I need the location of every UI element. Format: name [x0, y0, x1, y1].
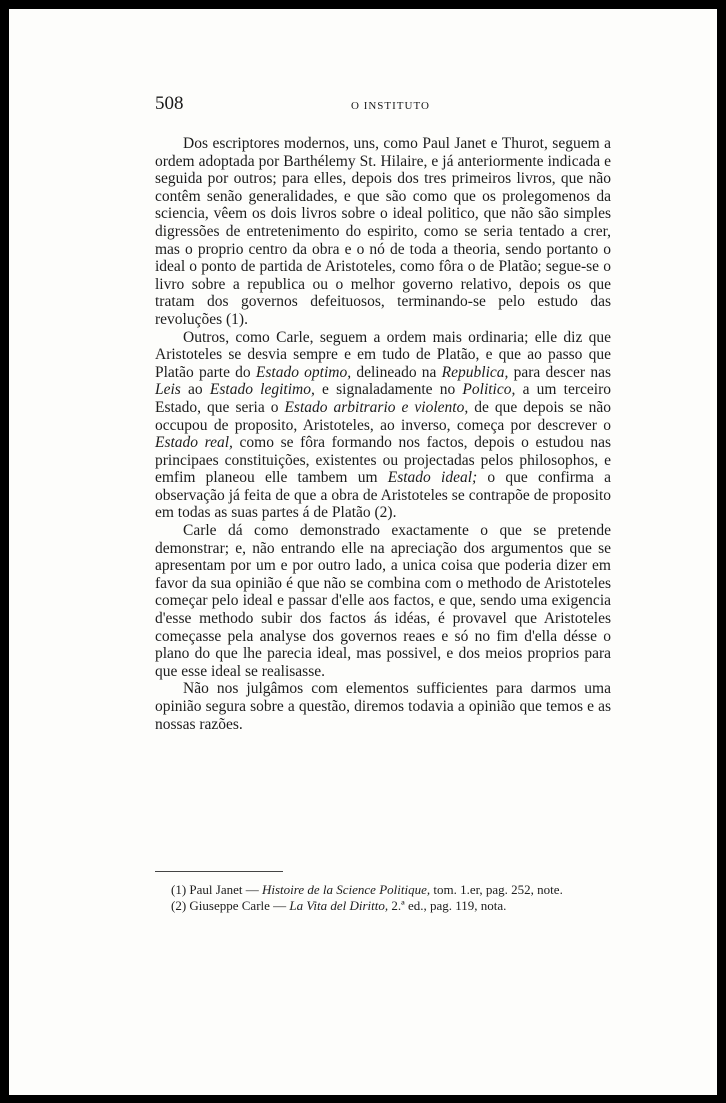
text-run: 2.ª ed., pag. 119, nota.	[388, 898, 507, 913]
italic-text: Leis	[155, 381, 181, 399]
book-page	[9, 9, 717, 1095]
text-run: a um terceiro Estado, que seria o	[155, 381, 611, 416]
paragraph	[155, 522, 611, 680]
text-run: de que depois se não occupou de proposito, Aristoteles, ao inverso, começa por descrever o	[155, 398, 611, 434]
page-header	[155, 93, 615, 121]
italic-text: Estado real,	[155, 434, 233, 452]
page-number: 508	[155, 93, 184, 114]
italic-text: La Vita del Diritto,	[289, 898, 389, 913]
italic-text: Estado arbitrario e violento,	[284, 398, 469, 416]
paragraph	[155, 135, 611, 329]
text-run: tom. 1.er, pag. 252, note.	[430, 882, 563, 897]
footnote-divider	[155, 871, 283, 872]
text-run: (1) Paul Janet —	[171, 882, 262, 897]
text-run: Dos escriptores modernos, uns, como Paul Janet e Thurot, seguem a ordem adoptada por Barthélemy St. Hilaire, e já anteriormente indicada e seguida por outros; para elles, depois dos tres primeiros livros, que não contêm senão generalidades, e que são como que os prolegomenos da sciencia, vêem os dois livros sobre o ideal politico, que não são simples digressões de entretenimento do espirito, como se seria tentado a crer, mas o proprio centro da obra e o nó de toda a theoria, sendo portanto o ideal o ponto de partida de Aristoteles, como fôra o de Platão; segue-se o livro sobre a republica ou o melhor governo relativo, depois os que tratam dos governos defeituosos, terminando-se pelo estudo das revoluções (1).	[155, 135, 611, 328]
italic-text: Estado legitimo,	[209, 381, 315, 399]
text-run: para descer nas	[508, 363, 611, 381]
italic-text: Histoire de la Science Politique,	[261, 882, 431, 897]
footnote	[155, 898, 611, 914]
text-run: como se fôra formando nos factos, depois o estudou nas principaes constituições, existentes ou projectadas pelos philosophos, e emfim planeou elle tambem um	[155, 434, 612, 487]
text-run: Outros, como Carle, seguem a ordem mais ordinaria; elle diz que Aristoteles se desvia sempre e em tudo de Platão, e que ao passo que Platão parte do	[155, 328, 611, 381]
text-run: Carle dá como demonstrado exactamente o que se pretende demonstrar; e, não entrando elle na apreciação dos argumentos que se apresentam por um e por outro lado, a unica coisa que poderia dizer em favor da sua opinião é que não se combina com o methodo de Aristoteles começar pelo ideal e passar d'elle aos factos, e que, sendo uma exigencia d'esse methodo subir dos factos ás idéas, é provavel que Aristoteles começasse pela analyse dos governos reaes e só no fim d'ella désse o plano do que lhe parecia ideal, mas possivel, e dos meios proprios para que esse ideal se realisasse.	[155, 522, 611, 680]
text-run: e signaladamente no	[314, 381, 463, 399]
footnote	[155, 882, 611, 898]
paragraph	[155, 680, 611, 733]
running-title: O INSTITUTO	[351, 100, 430, 112]
footnotes	[155, 871, 611, 914]
text-run: delineado na	[351, 363, 442, 381]
text-run: o que confirma a observação já feita de que a obra de Aristoteles se contrapõe de proposito em todas as suas partes á de Platão (2).	[155, 469, 611, 522]
italic-text: Republica,	[441, 363, 509, 381]
body-text	[155, 135, 611, 733]
text-run: ao	[180, 381, 210, 399]
text-run: Não nos julgâmos com elementos sufficientes para darmos uma opinião segura sobre a questão, diremos todavia a opinião que temos e as nossas razões.	[155, 680, 611, 733]
italic-text: Politico,	[462, 381, 516, 399]
paragraph	[155, 329, 611, 523]
italic-text: Estado ideal;	[387, 469, 478, 487]
text-run: (2) Giuseppe Carle —	[171, 898, 290, 913]
italic-text: Estado optimo,	[255, 363, 352, 381]
